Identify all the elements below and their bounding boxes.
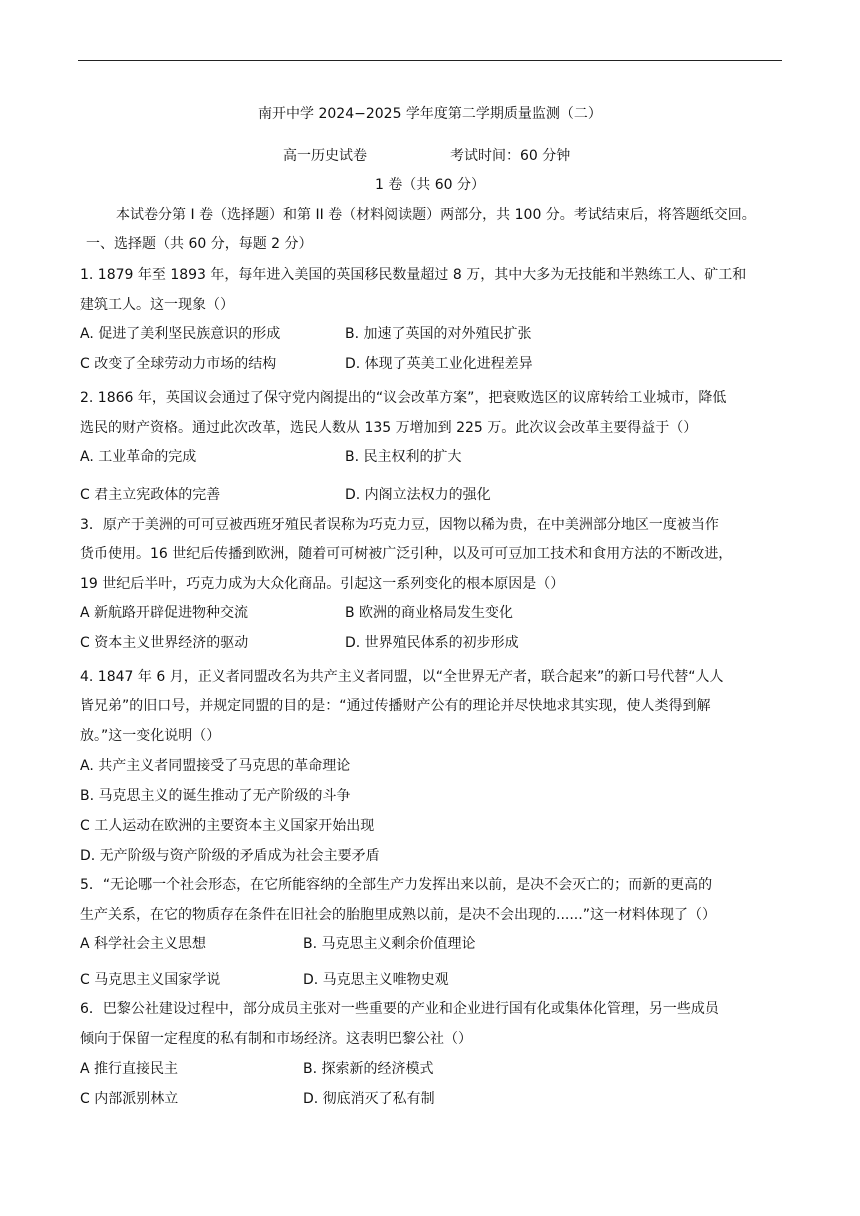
option-c: C 工人运动在欧洲的主要资本主义国家开始出现 xyxy=(80,818,375,834)
question-stem-line: 放。”这一变化说明（） xyxy=(80,728,221,744)
option-b: B 欧洲的商业格局发生变化 xyxy=(345,605,514,621)
question-stem-line: 生产关系，在它的物质存在条件在旧社会的胎胞里成熟以前，是决不会出现的......”这一材料体现了（） xyxy=(80,907,716,923)
question-stem-line: 货币使用。16 世纪后传播到欧洲，随着可可树被广泛引种，以及可可豆加工技术和食用方法的不断改进， xyxy=(80,546,733,562)
option-c: C 内部派别林立 xyxy=(80,1091,179,1107)
question-stem-line: 1. 1879 年至 1893 年，每年进入美国的英国移民数量超过 8 万，其中大多为无技能和半熟练工人、矿工和 xyxy=(80,267,747,283)
option-c: C 马克思主义国家学说 xyxy=(80,972,221,988)
option-a: A 新航路开辟促进物种交流 xyxy=(80,605,249,621)
option-d: D. 世界殖民体系的初步形成 xyxy=(345,635,519,651)
question-stem-line: 建筑工人。这一现象（） xyxy=(80,297,234,313)
option-a: A. 共产主义者同盟接受了马克思的革命理论 xyxy=(80,758,351,774)
option-b: B. 马克思主义的诞生推动了无产阶级的斗争 xyxy=(80,788,351,804)
option-d: D. 彻底消灭了私有制 xyxy=(303,1091,435,1107)
option-b: B. 探索新的经济模式 xyxy=(303,1061,434,1077)
section-heading: 一、选择题（共 60 分，每题 2 分） xyxy=(86,236,313,252)
option-a: A. 工业革命的完成 xyxy=(80,449,197,465)
question-stem-line: 倾向于保留一定程度的私有制和市场经济。这表明巴黎公社（） xyxy=(80,1031,472,1047)
option-d: D. 马克思主义唯物史观 xyxy=(303,972,449,988)
header-rule xyxy=(78,60,782,61)
option-a: A 科学社会主义思想 xyxy=(80,936,207,952)
question-stem-line: 2. 1866 年，英国议会通过了保守党内阁提出的“议会改革方案”，把衰败选区的议席转给工业城市，降低 xyxy=(80,390,727,406)
question-stem-line: 6．巴黎公社建设过程中，部分成员主张对一些重要的产业和企业进行国有化或集体化管理，另一些成员 xyxy=(80,1001,719,1017)
volume-heading: 1 卷（共 60 分） xyxy=(374,177,486,193)
exam-title: 南开中学 2024−2025 学年度第二学期质量监测（二） xyxy=(258,106,602,122)
option-c: C 资本主义世界经济的驱动 xyxy=(80,635,249,651)
exam-subject: 高一历史试卷 xyxy=(283,148,367,164)
question-stem-line: 5．“无论哪一个社会形态，在它所能容纳的全部生产力发挥出来以前，是决不会灭亡的；而新的更高的 xyxy=(80,877,713,893)
option-d: D. 无产阶级与资产阶级的矛盾成为社会主要矛盾 xyxy=(80,848,380,864)
question-stem-line: 19 世纪后半叶，巧克力成为大众化商品。引起这一系列变化的根本原因是（） xyxy=(80,576,565,592)
option-c: C 君主立宪政体的完善 xyxy=(80,487,221,503)
option-d: D. 内阁立法权力的强化 xyxy=(345,487,491,503)
option-b: B. 马克思主义剩余价值理论 xyxy=(303,936,476,952)
exam-instructions: 本试卷分第 I 卷（选择题）和第 II 卷（材料阅读题）两部分，共 100 分。考试结束后，将答题纸交回。 xyxy=(116,207,756,223)
option-a: A 推行直接民主 xyxy=(80,1061,179,1077)
question-stem-line: 皆兄弟”的旧口号，并规定同盟的目的是：“通过传播财产公有的理论并尽快地求其实现，使人类得到解 xyxy=(80,698,711,714)
option-c: C 改变了全球劳动力市场的结构 xyxy=(80,356,277,372)
question-stem-line: 4. 1847 年 6 月，正义者同盟改名为共产主义者同盟，以“全世界无产者，联合起来”的新口号代替“人人 xyxy=(80,669,724,685)
question-stem-line: 选民的财产资格。通过此次改革，选民人数从 135 万增加到 225 万。此次议会改革主要得益于（） xyxy=(80,420,698,436)
option-b: B. 民主权利的扩大 xyxy=(345,449,462,465)
option-b: B. 加速了英国的对外殖民扩张 xyxy=(345,326,532,342)
question-stem-line: 3．原产于美洲的可可豆被西班牙殖民者误称为巧克力豆，因物以稀为贵，在中美洲部分地区一度被当作 xyxy=(80,517,719,533)
exam-time: 考试时间：60 分钟 xyxy=(450,148,571,164)
option-a: A. 促进了美利坚民族意识的形成 xyxy=(80,326,281,342)
option-d: D. 体现了英美工业化进程差异 xyxy=(345,356,533,372)
